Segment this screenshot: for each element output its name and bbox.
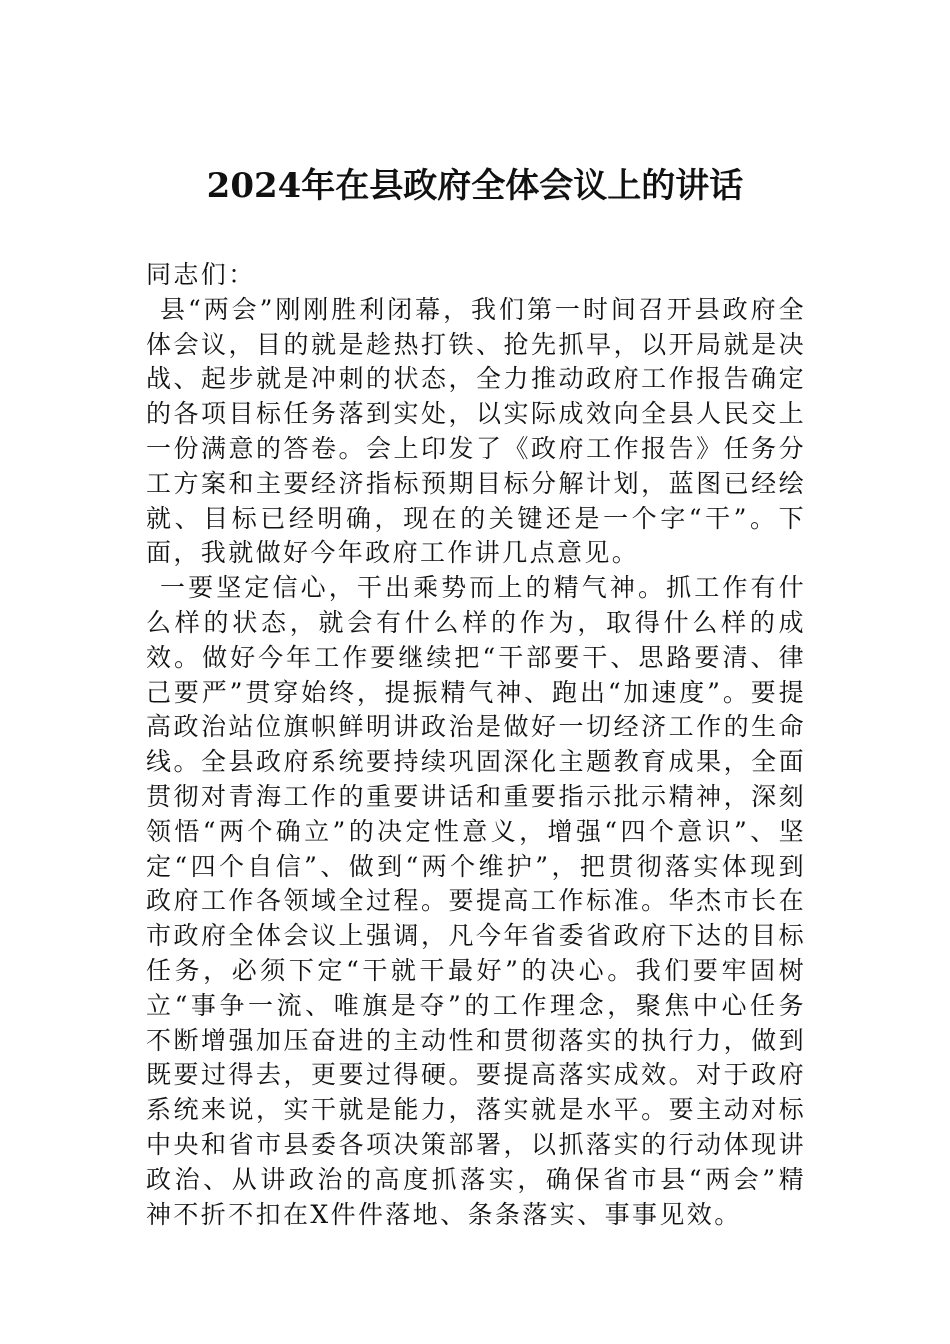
- paragraph-confidence: 一要坚定信心，干出乘势而上的精气神。抓工作有什么样的状态，就会有什么样的作为，取得什么样的成效。做好今年工作要继续把“干部要干、思路要清、律己要严”贯穿始终，提振精气神、跑出“加速度”。要提高政治站位旗帜鲜明讲政治是做好一切经济工作的生命线。全县政府系统要持续巩固深化主题教育成果，全面贯彻对青海工作的重要讲话和重要指示批示精神，深刻领悟“两个确立”的决定性意义，增强“四个意识”、坚定“四个自信”、做到“两个维护”，把贯彻落实体现到政府工作各领域全过程。要提高工作标准。华杰市长在市政府全体会议上强调，凡今年省委省政府下达的目标任务，必须下定“干就干最好”的决心。我们要牢固树立“事争一流、唯旗是夺”的工作理念，聚焦中心任务不断增强加压奋进的主动性和贯彻落实的执行力，做到既要过得去，更要过得硬。要提高落实成效。对于政府系统来说，实干就是能力，落实就是水平。要主动对标中央和省市县委各项决策部署，以抓落实的行动体现讲政治、从讲政治的高度抓落实，确保省市县“两会”精神不折不扣在X件件落地、条条落实、事事见效。: [146, 573, 806, 1229]
- document-body: [146, 258, 806, 1232]
- paragraph-intro: 县“两会”刚刚胜利闭幕，我们第一时间召开县政府全体会议，目的就是趁热打铁、抢先抓早，以开局就是决战、起步就是冲刺的状态，全力推动政府工作报告确定的各项目标任务落到实处，以实际成效向全县人民交上一份满意的答卷。会上印发了《政府工作报告》任务分工方案和主要经济指标预期目标分解计划，蓝图已经绘就、目标已经明确，现在的关键还是一个字“干”。下面，我就做好今年政府工作讲几点意见。: [146, 294, 806, 568]
- salutation: 同志们：: [146, 260, 256, 289]
- document-title: 2024年在县政府全体会议上的讲话: [206, 166, 744, 206]
